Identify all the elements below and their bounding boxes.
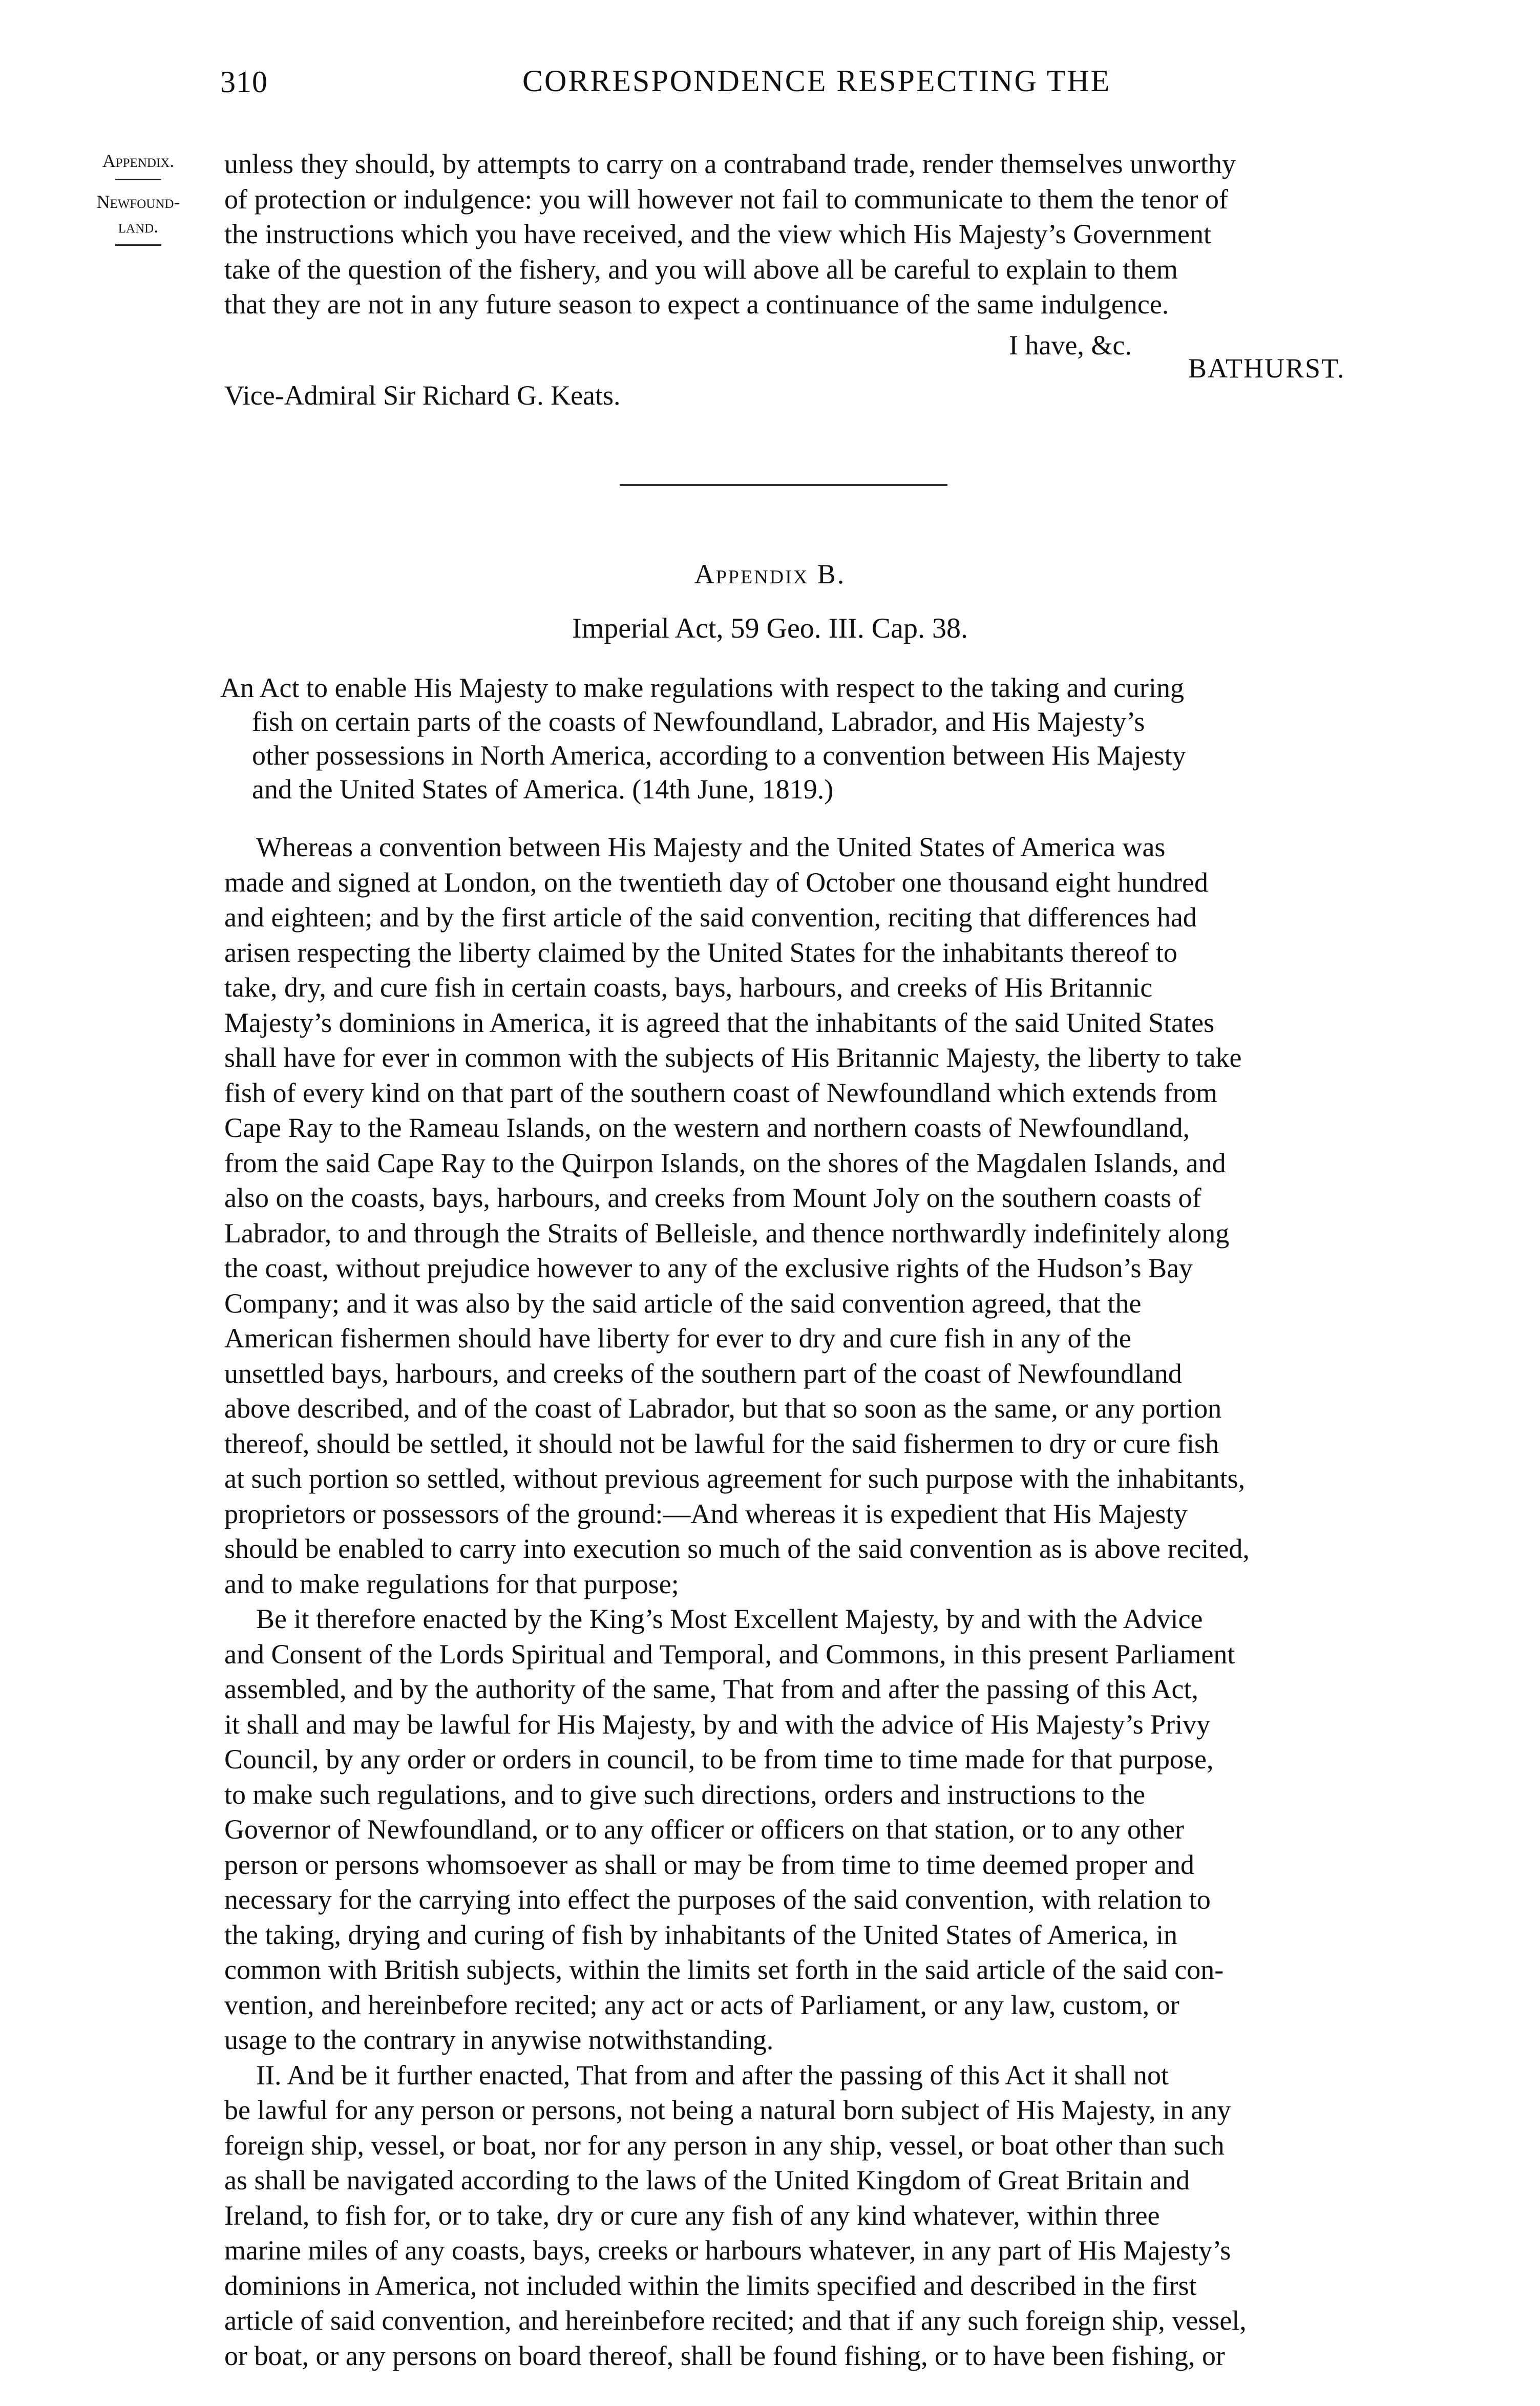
body-line: person or persons whomsoever as shall or may be from time to time deemed proper and [224, 1849, 1194, 1880]
body-line: it shall and may be lawful for His Majesty, by and with the advice of His Majesty’s Privy [224, 1708, 1211, 1740]
act-title-line: fish on certain parts of the coasts of Newfoundland, Labrador, and His Majesty’s [252, 706, 1145, 737]
body-line: vention, and hereinbefore recited; any act or acts of Parliament, or any law, custom, or [224, 1989, 1179, 2020]
body-line: to make such regulations, and to give such directions, orders and instructions to the [224, 1779, 1146, 1810]
body-line: or boat, or any persons on board thereof, shall be found fishing, or to have been fishing, or [224, 2340, 1226, 2371]
body-line: and to make regulations for that purpose; [224, 1568, 679, 1599]
body-line: the taking, drying and curing of fish by inhabitants of the United States of America, in [224, 1919, 1178, 1950]
body-line: be lawful for any person or persons, not being a natural born subject of His Majesty, in any [224, 2095, 1231, 2125]
intro-line: unless they should, by attempts to carry on a contraband trade, render themselves unworthy [224, 149, 1236, 179]
body-line: shall have for ever in common with the subjects of His Britannic Majesty, the liberty to take [224, 1042, 1242, 1073]
intro-line: take of the question of the fishery, and you will above all be careful to explain to them [224, 254, 1178, 285]
margin-note-line-3: land. [118, 216, 159, 237]
running-head: CORRESPONDENCE RESPECTING THE [522, 64, 1111, 98]
body-line: the coast, without prejudice however to any of the exclusive rights of the Hudson’s Bay [224, 1253, 1193, 1283]
body-line: Majesty’s dominions in America, it is agreed that the inhabitants of the said United States [224, 1007, 1215, 1038]
margin-note-line-1: Appendix. [102, 151, 175, 171]
signature: BATHURST. [1188, 353, 1345, 384]
intro-line: of protection or indulgence: you will however not fail to communicate to them the tenor of [224, 183, 1228, 215]
body-line: Ireland, to fish for, or to take, dry or cure any fish of any kind whatever, within three [224, 2200, 1160, 2231]
body-line: unsettled bays, harbours, and creeks of the southern part of the coast of Newfoundland [224, 1358, 1182, 1389]
body-line: Council, by any order or orders in council, to be from time to time made for that purpose, [224, 1744, 1214, 1775]
closing-line: I have, &c. [1009, 330, 1132, 361]
body-line: also on the coasts, bays, harbours, and creeks from Mount Joly on the southern coasts of [224, 1183, 1201, 1213]
act-title-line: An Act to enable His Majesty to make regulations with respect to the taking and curing [220, 672, 1185, 703]
act-title-line: other possessions in North America, according to a convention between His Majesty [252, 740, 1186, 771]
margin-note-line-2: Newfound- [96, 191, 180, 212]
body-line: Company; and it was also by the said article of the said convention agreed, that the [224, 1288, 1142, 1319]
act-title-line: and the United States of America. (14th June, 1819.) [252, 774, 834, 805]
body-line: Be it therefore enacted by the King’s Most Excellent Majesty, by and with the Advice [256, 1603, 1203, 1634]
body-line: arisen respecting the liberty claimed by the United States for the inhabitants thereof to [224, 937, 1177, 968]
body-line: fish of every kind on that part of the southern coast of Newfoundland which extends from [224, 1077, 1217, 1108]
act-heading: Imperial Act, 59 Geo. III. Cap. 38. [572, 613, 968, 644]
intro-paragraph [224, 146, 1510, 322]
body-line: as shall be navigated according to the laws of the United Kingdom of Great Britain and [224, 2165, 1190, 2196]
body-line: and eighteen; and by the first article of the said convention, reciting that differences had [224, 902, 1197, 933]
body-line: and Consent of the Lords Spiritual and Temporal, and Commons, in this present Parliament [224, 1638, 1235, 1670]
body-line: Cape Ray to the Rameau Islands, on the western and northern coasts of Newfoundland, [224, 1112, 1190, 1143]
margin-note [61, 149, 215, 255]
body-line: take, dry, and cure fish in certain coasts, bays, harbours, and creeks of His Britannic [224, 972, 1153, 1003]
body-line: made and signed at London, on the twentieth day of October one thousand eight hundred [224, 867, 1209, 898]
act-body [224, 830, 1510, 2373]
margin-rule-bottom [115, 244, 161, 246]
body-line: necessary for the carrying into effect the purposes of the said convention, with relation to [224, 1884, 1211, 1915]
body-line: dominions in America, not included within the limits specified and described in the first [224, 2270, 1197, 2301]
appendix-heading: Appendix B. [694, 559, 846, 589]
body-line: Whereas a convention between His Majesty and the United States of America was [256, 832, 1166, 862]
body-line: usage to the contrary in anywise notwithstanding. [224, 2024, 774, 2055]
body-line: from the said Cape Ray to the Quirpon Islands, on the shores of the Magdalen Islands, and [224, 1147, 1226, 1178]
body-line: above described, and of the coast of Labrador, but that so soon as the same, or any portion [224, 1393, 1222, 1424]
body-line: proprietors or possessors of the ground:—And whereas it is expedient that His Majesty [224, 1498, 1188, 1529]
body-line: assembled, and by the authority of the same, That from and after the passing of this Act, [224, 1674, 1199, 1704]
body-line: foreign ship, vessel, or boat, nor for any person in any ship, vessel, or boat other than such [224, 2129, 1225, 2161]
intro-line: the instructions which you have received, and the view which His Majesty’s Government [224, 219, 1212, 249]
body-line: at such portion so settled, without previous agreement for such purpose with the inhabitants, [224, 1463, 1246, 1494]
body-line: II. And be it further enacted, That from and after the passing of this Act it shall not [256, 2059, 1169, 2091]
addressee: Vice-Admiral Sir Richard G. Keats. [224, 380, 621, 411]
section-separator [620, 484, 947, 486]
body-line: marine miles of any coasts, bays, creeks or harbours whatever, in any part of His Majesty’s [224, 2235, 1231, 2266]
body-line: article of said convention, and hereinbefore recited; and that if any such foreign ship, vessel, [224, 2305, 1247, 2336]
body-line: should be enabled to carry into execution so much of the said convention as is above recited, [224, 1533, 1250, 1564]
body-line: American fishermen should have liberty for ever to dry and cure fish in any of the [224, 1323, 1131, 1354]
body-line: thereof, should be settled, it should not be lawful for the said fishermen to dry or cure fish [224, 1428, 1219, 1459]
body-line: Labrador, to and through the Straits of Belleisle, and thence northwardly indefinitely along [224, 1217, 1230, 1249]
page-number: 310 [220, 65, 268, 99]
margin-rule [115, 179, 161, 180]
body-line: Governor of Newfoundland, or to any officer or officers on that station, or to any other [224, 1814, 1184, 1845]
intro-line: that they are not in any future season to expect a continuance of the same indulgence. [224, 289, 1169, 320]
body-line: common with British subjects, within the limits set forth in the said article of the said con- [224, 1954, 1224, 1985]
act-title [220, 671, 1506, 806]
